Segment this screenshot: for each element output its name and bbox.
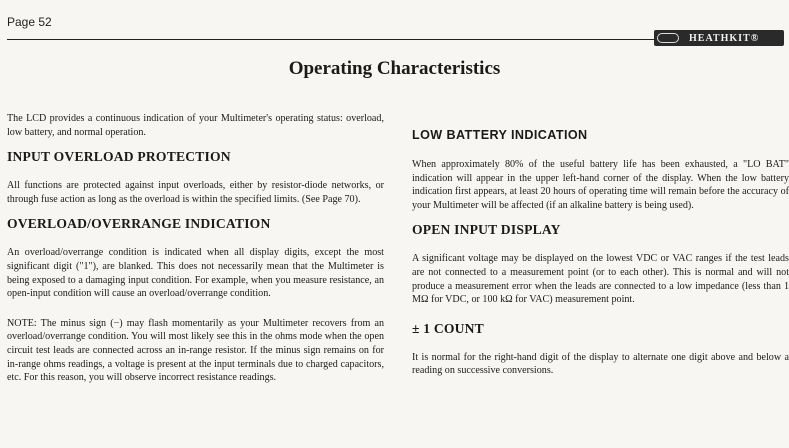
paragraph-input-overload: All functions are protected against input overloads, either by resistor-diode networks, or through fuse action as long as the overload is within the specified limits. (See Page 70). [7,180,384,205]
heading-input-overload: INPUT OVERLOAD PROTECTION [7,149,231,165]
left-column [7,112,384,385]
right-column [412,128,789,378]
paragraph-low-battery: When approximately 80% of the useful battery life has been exhausted, a "LO BAT" indication will appear in the upper left-hand corner of the display. When the low battery indication first appears, at least 20 hours of operating time will remain before the accuracy of your Multimeter will be affected (if an alkaline battery is being used). [412,159,789,211]
logo-badge-icon [657,33,679,43]
heading-low-battery: LOW BATTERY INDICATION [412,128,588,142]
intro-paragraph: The LCD provides a continuous indication of your Multimeter's operating status: overload, low battery, and normal operation. [7,113,384,138]
paragraph-one-count: It is normal for the right-hand digit of the display to alternate one digit above and below a reading on successive conversions. [412,351,789,377]
header-rule [7,39,655,40]
heading-overload-overrange: OVERLOAD/OVERRANGE INDICATION [7,216,271,232]
paragraph-open-input: A significant voltage may be displayed on the lowest VDC or VAC ranges if the test leads are not connected to a measurement point (or to each other). This is normal and will not produce a measurement error when the leads are connected to a low impedance (less than 1 MΩ for VDC, or 100 kΩ for VAC) measurement point. [412,253,789,306]
page-title: Operating Characteristics [288,58,501,79]
heathkit-logo [654,30,784,46]
logo-brand-text: HEATHKIT® [689,32,760,44]
paragraph-note: NOTE: The minus sign (−) may flash momentarily as your Multimeter recovers from an overload/overrange condition. You will most likely see this in the ohms mode when the open circuit test leads are connected across an in-range resistor. If the minus sign remains on for in-range ohms readings, a voltage is present at the input terminals due to charged capacitors, etc. For this reason, you will observe incorrect resistance readings. [7,317,384,384]
heading-one-count: ± 1 COUNT [412,320,484,336]
heading-open-input: OPEN INPUT DISPLAY [412,222,561,238]
page-number: Page 52 [7,15,52,29]
paragraph-overload-overrange: An overload/overrange condition is indicated when all display digits, except the most significant digit ("1"), are blanked. This does not necessarily mean that the Multimeter is being exposed to a damaging input condition. For example, when you measure resistance, an open-input condition will cause an overload/overrange condition. [7,247,384,300]
